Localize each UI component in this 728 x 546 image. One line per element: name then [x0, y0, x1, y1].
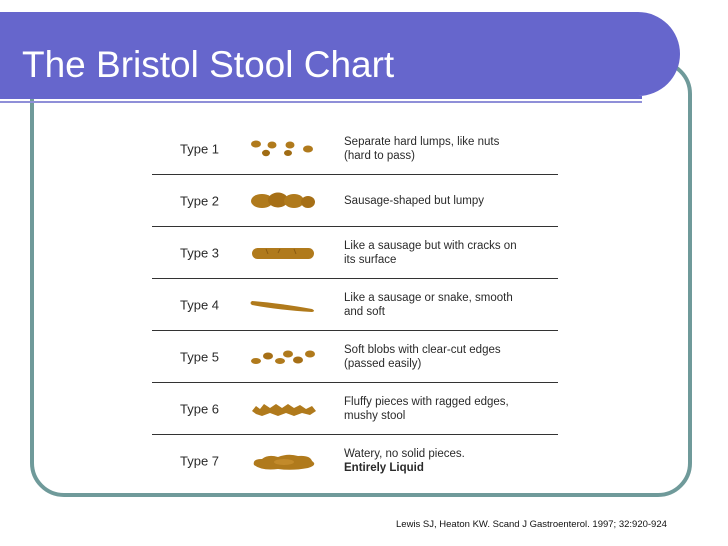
description-line: Like a sausage or snake, smooth: [344, 292, 513, 304]
type-description: [344, 239, 558, 267]
chart-row: [152, 331, 558, 383]
title-underline-secondary: [0, 101, 642, 103]
lumpy-sausage-icon: [248, 189, 320, 213]
type-label: Type 1: [180, 141, 220, 157]
type-label: Type 2: [180, 193, 220, 209]
description-line: Watery, no solid pieces.: [344, 448, 465, 460]
description-line: Separate hard lumps, like nuts: [344, 136, 500, 148]
type-description: [344, 135, 558, 163]
chart-row: [152, 123, 558, 175]
type-description: [344, 447, 558, 475]
chart-row: [152, 435, 558, 487]
type-label: Type 7: [180, 453, 220, 469]
description-line: (hard to pass): [344, 150, 415, 162]
type-description: [344, 343, 558, 371]
title-underline: [0, 96, 642, 99]
chart-row: [152, 227, 558, 279]
title-bar: [0, 12, 680, 96]
description-line: Like a sausage but with cracks on: [344, 240, 517, 252]
type-description: [344, 194, 558, 208]
chart-row: [152, 175, 558, 227]
type-description: [344, 291, 558, 319]
description-line: its surface: [344, 254, 397, 266]
description-line: Fluffy pieces with ragged edges,: [344, 396, 509, 408]
citation: Lewis SJ, Heaton KW. Scand J Gastroenterol. 1997; 32:920-924: [396, 519, 667, 530]
watery-puddle-icon: [248, 449, 320, 473]
description-emphasis: Entirely Liquid: [344, 462, 424, 474]
fluffy-pieces-icon: [248, 397, 320, 421]
description-line: Sausage-shaped but lumpy: [344, 195, 485, 207]
description-line: (passed easily): [344, 358, 422, 370]
type-label: Type 4: [180, 297, 220, 313]
chart-row: [152, 383, 558, 435]
soft-blobs-icon: [248, 345, 320, 369]
slide-title: The Bristol Stool Chart: [22, 44, 395, 85]
separate-lumps-icon: [248, 137, 320, 161]
type-description: [344, 395, 558, 423]
type-label: Type 3: [180, 245, 220, 261]
description-line: Soft blobs with clear-cut edges: [344, 344, 501, 356]
chart-row: [152, 279, 558, 331]
cracked-sausage-icon: [248, 241, 320, 265]
smooth-snake-icon: [248, 293, 320, 317]
description-line: mushy stool: [344, 410, 406, 422]
type-label: Type 5: [180, 349, 220, 365]
description-line: and soft: [344, 306, 385, 318]
type-label: Type 6: [180, 401, 220, 417]
